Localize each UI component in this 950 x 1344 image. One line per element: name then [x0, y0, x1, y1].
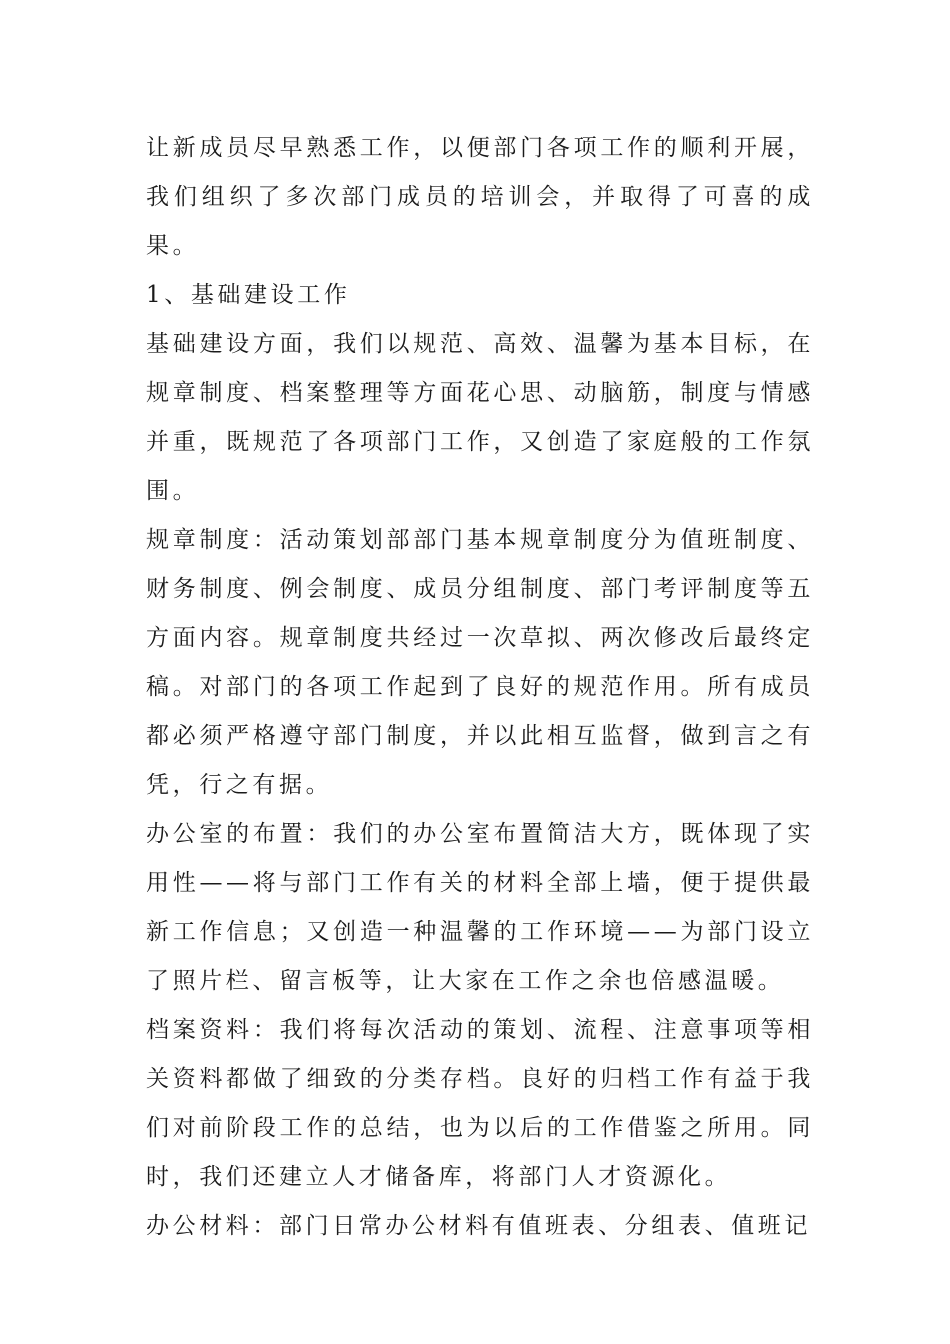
- paragraph-training-intro: 让新成员尽早熟悉工作，以便部门各项工作的顺利开展，我们组织了多次部门成员的培训会，并取得了可喜的成果。: [146, 135, 814, 259]
- paragraph-archives: 档案资料：我们将每次活动的策划、流程、注意事项等相关资料都做了细致的分类存档。良好的归档工作有益于我们对前阶段工作的总结，也为以后的工作借鉴之所用。同时，我们还建立人才储备库，将部门人才资源化。: [146, 1017, 814, 1190]
- paragraph-rules: 规章制度：活动策划部部门基本规章制度分为值班制度、财务制度、例会制度、成员分组制度、部门考评制度等五方面内容。规章制度共经过一次草拟、两次修改后最终定稿。对部门的各项工作起到了良好的规范作用。所有成员都必须严格遵守部门制度，并以此相互监督，做到言之有凭，行之有据。: [146, 527, 814, 798]
- paragraph-office-materials: 办公材料：部门日常办公材料有值班表、分组表、值班记: [146, 1213, 811, 1239]
- paragraph-infrastructure: 基础建设方面，我们以规范、高效、温馨为基本目标，在规章制度、档案整理等方面花心思、动脑筋，制度与情感并重，既规范了各项部门工作，又创造了家庭般的工作氛围。: [146, 331, 814, 504]
- paragraph-office-layout: 办公室的布置：我们的办公室布置简洁大方，既体现了实用性——将与部门工作有关的材料全部上墙，便于提供最新工作信息；又创造一种温馨的工作环境——为部门设立了照片栏、留言板等，让大家在工作之余也倍感温暖。: [146, 821, 814, 994]
- section-heading-infrastructure: 1、基础建设工作: [146, 282, 351, 308]
- document-body: [146, 124, 814, 1251]
